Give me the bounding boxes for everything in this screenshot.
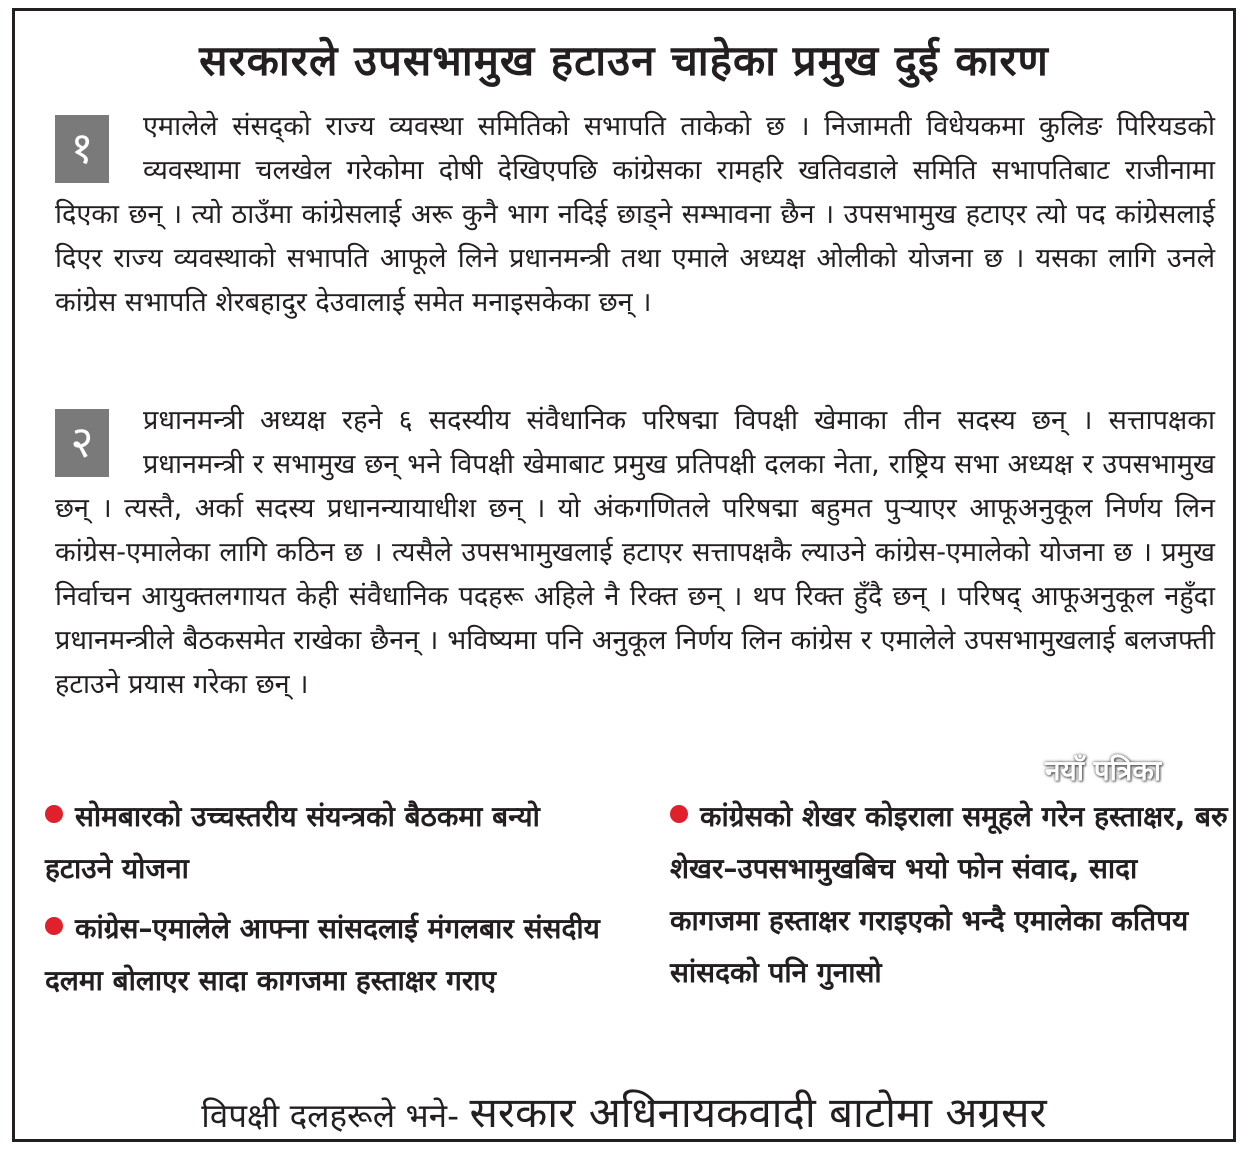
red-bullet-icon bbox=[45, 917, 63, 935]
publisher-watermark: नयाँ पत्रिका bbox=[1045, 754, 1162, 787]
bullet-item bbox=[45, 791, 605, 895]
reason-paragraph-1 bbox=[55, 105, 1215, 325]
bullet-list-left bbox=[45, 791, 605, 1015]
red-bullet-icon bbox=[45, 805, 63, 823]
footer-lead: विपक्षी दलहरूले भने- bbox=[201, 1096, 470, 1135]
number-badge-1: १ bbox=[55, 115, 109, 183]
article-box bbox=[12, 8, 1236, 1142]
bullet-text: सोमबारको उच्चस्तरीय संयन्त्रको बैठकमा बन्यो हटाउने योजना bbox=[45, 800, 540, 885]
bullet-item bbox=[45, 903, 605, 1007]
red-bullet-icon bbox=[670, 805, 688, 823]
footer-main: सरकार अधिनायकवादी बाटोमा अग्रसर bbox=[469, 1088, 1047, 1137]
reason-paragraph-2 bbox=[55, 399, 1215, 707]
bullet-text: कांग्रेसको शेखर कोइराला समूहले गरेन हस्ताक्षर, बरु शेखर–उपसभामुखबिच भयो फोन संवाद, सादा कागजमा हस्ताक्षर गराइएको भन्दै एमालेका कतिपय सांसदको पनि गुनासो bbox=[670, 800, 1228, 989]
bullet-item bbox=[670, 791, 1230, 999]
footer-headline bbox=[15, 1083, 1233, 1140]
paragraph-1-text: एमालेले संसद्को राज्य व्यवस्था समितिको सभापति ताकेको छ । निजामती विधेयकमा कुलिङ पिरियडको व्यवस्थामा चलखेल गरेकोमा दोषी देखिएपछि कांग्रेसका रामहरि खतिवडाले समिति सभापतिबाट राजीनामा दिएका छन् । त्यो ठाउँमा कांग्रेसलाई अरू कुनै भाग नदिई छाड्ने सम्भावना छैन । उपसभामुख हटाएर त्यो पद कांग्रेसलाई दिएर राज्य व्यवस्थाको सभापति आफूले लिने प्रधानमन्त्री तथा एमाले अध्यक्ष ओलीको योजना छ । यसका लागि उनले कांग्रेस सभापति शेरबहादुर देउवालाई समेत मनाइसकेका छन् । bbox=[55, 111, 1215, 318]
headline: सरकारले उपसभामुख हटाउन चाहेका प्रमुख दुई कारण bbox=[199, 36, 1049, 85]
number-badge-2: २ bbox=[55, 409, 109, 477]
paragraph-2-text: प्रधानमन्त्री अध्यक्ष रहने ६ सदस्यीय संवैधानिक परिषद्मा विपक्षी खेमाका तीन सदस्य छन् । सत्तापक्षका प्रधानमन्त्री र सभामुख छन् भने विपक्षी खेमाबाट प्रमुख प्रतिपक्षी दलका नेता, राष्ट्रिय सभा अध्यक्ष र उपसभामुख छन् । त्यस्तै, अर्का सदस्य प्रधानन्यायाधीश छन् । यो अंकगणितले परिषद्मा बहुमत पुऱ्याएर आफूअनुकूल निर्णय लिन कांग्रेस-एमालेका लागि कठिन छ । त्यसैले उपसभामुखलाई हटाएर सत्तापक्षकै ल्याउने कांग्रेस-एमालेको योजना छ । प्रमुख निर्वाचन आयुक्तलगायत केही संवैधानिक पदहरू अहिले नै रिक्त छन् । थप रिक्त हुँदै छन् । परिषद् आफूअनुकूल नहुँदा प्रधानमन्त्रीले बैठकसमेत राखेका छैनन् । भविष्यमा पनि अनुकूल निर्णय लिन कांग्रेस र एमालेले उपसभामुखलाई बलजफ्ती हटाउने प्रयास गरेका छन् । bbox=[55, 405, 1215, 700]
bullet-text: कांग्रेस–एमालेले आफ्ना सांसदलाई मंगलबार संसदीय दलमा बोलाएर सादा कागजमा हस्ताक्षर गराए bbox=[45, 912, 600, 997]
bullet-list-right bbox=[670, 791, 1230, 1007]
